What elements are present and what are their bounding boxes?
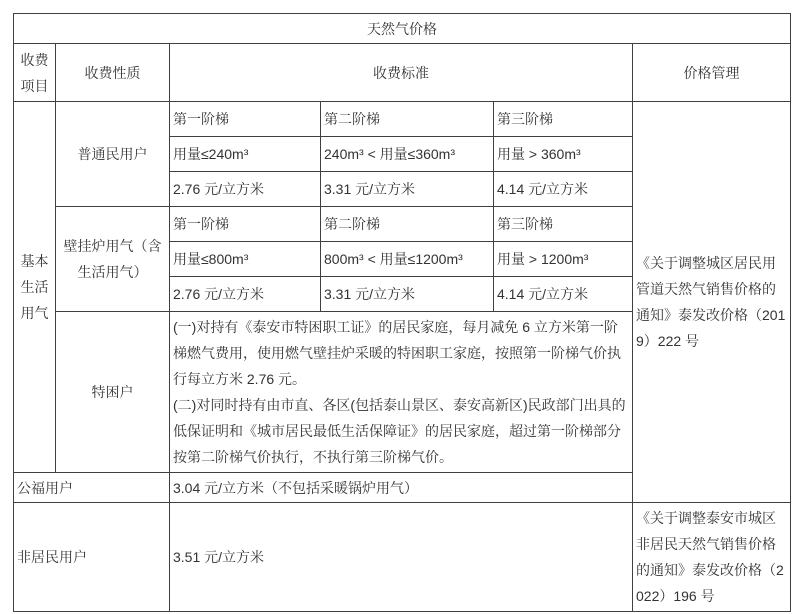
price-mgmt-non-resident: 《关于调整泰安市城区非居民天然气销售价格的通知》泰发改价格（2022）196 号: [633, 503, 791, 612]
usage-range: 用量≤240m³: [170, 137, 321, 172]
tier-label: 第一阶梯: [170, 207, 321, 242]
public-welfare-price: 3.04 元/立方米（不包括采暖锅炉用气）: [170, 473, 633, 503]
header-price-management: 价格管理: [633, 44, 791, 102]
header-charge-standard: 收费标准: [170, 44, 633, 102]
user-type-wall-boiler: 壁挂炉用气（含生活用气）: [56, 207, 170, 312]
price-mgmt-residential: 《关于调整城区居民用管道天然气销售价格的通知》泰发改价格（2019）222 号: [633, 102, 791, 503]
usage-range: 用量 > 360m³: [494, 137, 633, 172]
usage-range: 用量 > 1200m³: [494, 242, 633, 277]
unit-price: 2.76 元/立方米: [170, 172, 321, 207]
ordinary-tier-row: [14, 102, 791, 137]
header-charge-item: 收费项目: [14, 44, 56, 102]
non-resident-price: 3.51 元/立方米: [170, 503, 633, 612]
page-title: 天然气价格: [14, 14, 791, 44]
header-row: [14, 44, 791, 102]
unit-price: 2.76 元/立方米: [170, 277, 321, 312]
unit-price: 3.31 元/立方米: [321, 172, 494, 207]
tier-label: 第一阶梯: [170, 102, 321, 137]
unit-price: 4.14 元/立方米: [494, 277, 633, 312]
user-type-hardship: 特困户: [56, 312, 170, 473]
non-resident-row: [14, 503, 791, 612]
header-charge-nature: 收费性质: [56, 44, 170, 102]
unit-price: 3.31 元/立方米: [321, 277, 494, 312]
hardship-para-2: (二)对同时持有由市直、各区(包括泰山景区、泰安高新区)民政部门出具的低保证明和《城市居民最低生活保障证》的居民家庭，超过第一阶梯部分按第二阶梯气价执行，不执行第三阶梯气价。: [173, 397, 626, 465]
tier-label: 第三阶梯: [494, 207, 633, 242]
tier-label: 第二阶梯: [321, 102, 494, 137]
category-basic-living: 基本生活用气: [14, 102, 56, 473]
user-type-ordinary: 普通民用户: [56, 102, 170, 207]
usage-range: 800m³ < 用量≤1200m³: [321, 242, 494, 277]
unit-price: 4.14 元/立方米: [494, 172, 633, 207]
user-type-non-resident: 非居民用户: [14, 503, 170, 612]
usage-range: 240m³ < 用量≤360m³: [321, 137, 494, 172]
title-row: [14, 14, 791, 44]
hardship-para-1: (一)对持有《泰安市特困职工证》的居民家庭，每月减免 6 立方米第一阶梯燃气费用，使用燃气壁挂炉采暖的特困职工家庭，按照第一阶梯气价执行每立方米 2.76 元。: [173, 319, 621, 387]
usage-range: 用量≤800m³: [170, 242, 321, 277]
hardship-policy-cell: [170, 312, 633, 473]
tier-label: 第三阶梯: [494, 102, 633, 137]
user-type-public-welfare: 公福用户: [14, 473, 170, 503]
gas-price-table: [13, 13, 791, 612]
tier-label: 第二阶梯: [321, 207, 494, 242]
